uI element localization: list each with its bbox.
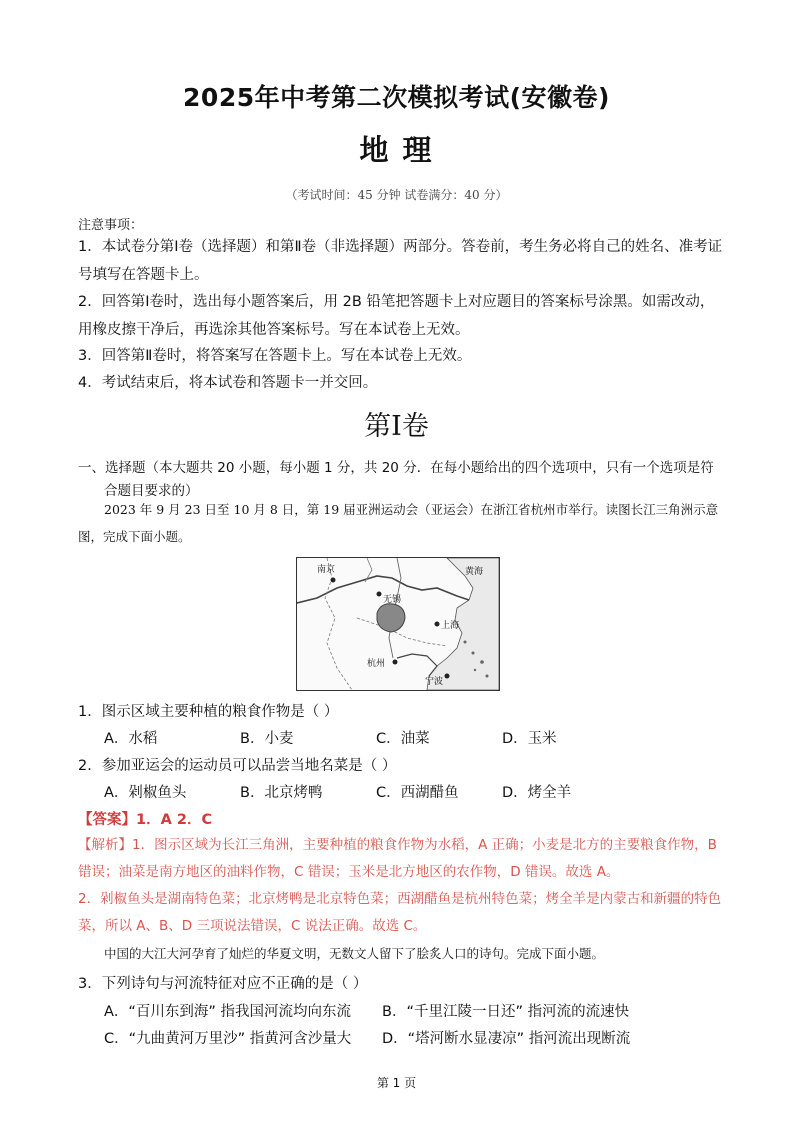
option-a: A．剁椒鱼头 — [104, 785, 187, 801]
island — [472, 652, 475, 655]
answer-text: 1．A 2．C — [136, 812, 213, 828]
exam-title: 2025年中考第二次模拟考试(安徽卷) — [183, 83, 610, 112]
note-item: 3．回答第Ⅱ卷时，将答案写在答题卡上。写在本试卷上无效。 — [78, 348, 472, 364]
map-svg — [297, 558, 499, 690]
label-wuxi: 无锡 — [383, 595, 402, 605]
city-dot — [377, 592, 382, 597]
label-ningbo: 宁波 — [425, 677, 444, 687]
note-item: 4．考试结束后，将本试卷和答题卡一并交回。 — [78, 375, 378, 391]
island — [464, 641, 467, 644]
city-dot — [331, 578, 336, 583]
explanation-1 — [78, 832, 723, 886]
option-b: B．小麦 — [240, 731, 294, 747]
question-intro: 中国的大江大河孕育了灿烂的华夏文明，无数文人留下了脍炙人口的诗句。完成下面小题。 — [104, 946, 605, 961]
section-line-1: 一、选择题（本大题共 20 小题，每小题 1 分，共 20 分．在每小题给出的四个选项中，只有一个选项是符 — [78, 460, 714, 476]
option-c: C．油菜 — [376, 731, 430, 747]
island — [480, 660, 484, 664]
option-d: D．玉米 — [502, 731, 557, 747]
label-hangzhou: 杭州 — [367, 659, 386, 669]
subject-title: 地 理 — [359, 133, 434, 167]
island — [474, 669, 476, 671]
hangzhou-bay — [397, 654, 437, 676]
explanation-2: 2．剁椒鱼头是湖南特色菜；北京烤鸭是北京特色菜；西湖醋鱼是杭州特色菜；烤全羊是内蒙古和新疆的特色菜，所以 A、B、D 三项说法错误，C 说法正确。故选 C。 — [78, 891, 722, 934]
option-a: A．水稻 — [104, 731, 158, 747]
city-dot — [445, 674, 450, 679]
answer-label: 【答案】 — [78, 812, 136, 828]
question-stem: 1．图示区域主要种植的粮食作物是（ ） — [78, 704, 339, 720]
exam-info: （考试时间：45 分钟 试卷满分：40 分） — [285, 188, 508, 202]
volume-title: 第Ⅰ卷 — [364, 411, 429, 442]
note-item: 2．回答第Ⅰ卷时，选出每小题答案后，用 2B 铅笔把答题卡上对应题目的答案标号涂黑。如需改动，用橡皮擦干净后，再选涂其他答案标号。写在本试卷上无效。 — [78, 294, 715, 338]
city-dot — [435, 622, 440, 627]
notes-heading: 注意事项： — [78, 218, 144, 233]
option-d: D．烤全羊 — [502, 785, 572, 801]
tai-lake — [377, 604, 405, 632]
option-c: C．西湖醋鱼 — [376, 785, 459, 801]
province-border — [325, 558, 352, 690]
option-b: B．“千里江陵一日还” 指河流的流速快 — [382, 1004, 630, 1020]
question-intro: 2023 年 9 月 23 日至 10 月 8 日，第 19 届亚洲运动会（亚运会）在浙江省杭州市举行。读图长江三角洲示意图，完成下面小题。 — [78, 502, 719, 544]
label-huanghai: 黄海 — [465, 567, 484, 577]
option-a: A．“百川东到海” 指我国河流均向东流 — [104, 1004, 352, 1020]
city-dot — [393, 660, 398, 665]
island — [486, 675, 489, 678]
question-stem: 3．下列诗句与河流特征对应不正确的是（ ） — [78, 976, 368, 992]
explanation-label: 【解析】 — [78, 837, 132, 853]
label-nanjing: 南京 — [317, 565, 336, 575]
note-item: 1．本试卷分第Ⅰ卷（选择题）和第Ⅱ卷（非选择题）两部分。答卷前，考生务必将自己的姓名、准考证号填写在答题卡上。 — [78, 239, 723, 283]
answer-line — [78, 808, 212, 829]
yangtze-delta-map — [296, 557, 500, 691]
explanation-text: 1．图示区域为长江三角洲，主要种植的粮食作物为水稻，A 正确；小麦是北方的主要粮食作物，B 错误；油菜是南方地区的油料作物，C 错误；玉米是北方地区的农作物，D 错误。故选 A。 — [78, 837, 717, 880]
option-c: C．“九曲黄河万里沙” 指黄河含沙量大 — [104, 1031, 352, 1047]
page-number: 第 1 页 — [376, 1076, 417, 1090]
option-d: D．“塔河断水显凄凉” 指河流出现断流 — [382, 1031, 631, 1047]
question-stem: 2．参加亚运会的运动员可以品尝当地名菜是（ ） — [78, 758, 397, 774]
label-shanghai: 上海 — [441, 621, 460, 631]
section-line-2: 合题目要求的） — [104, 483, 199, 499]
option-b: B．北京烤鸭 — [240, 785, 323, 801]
